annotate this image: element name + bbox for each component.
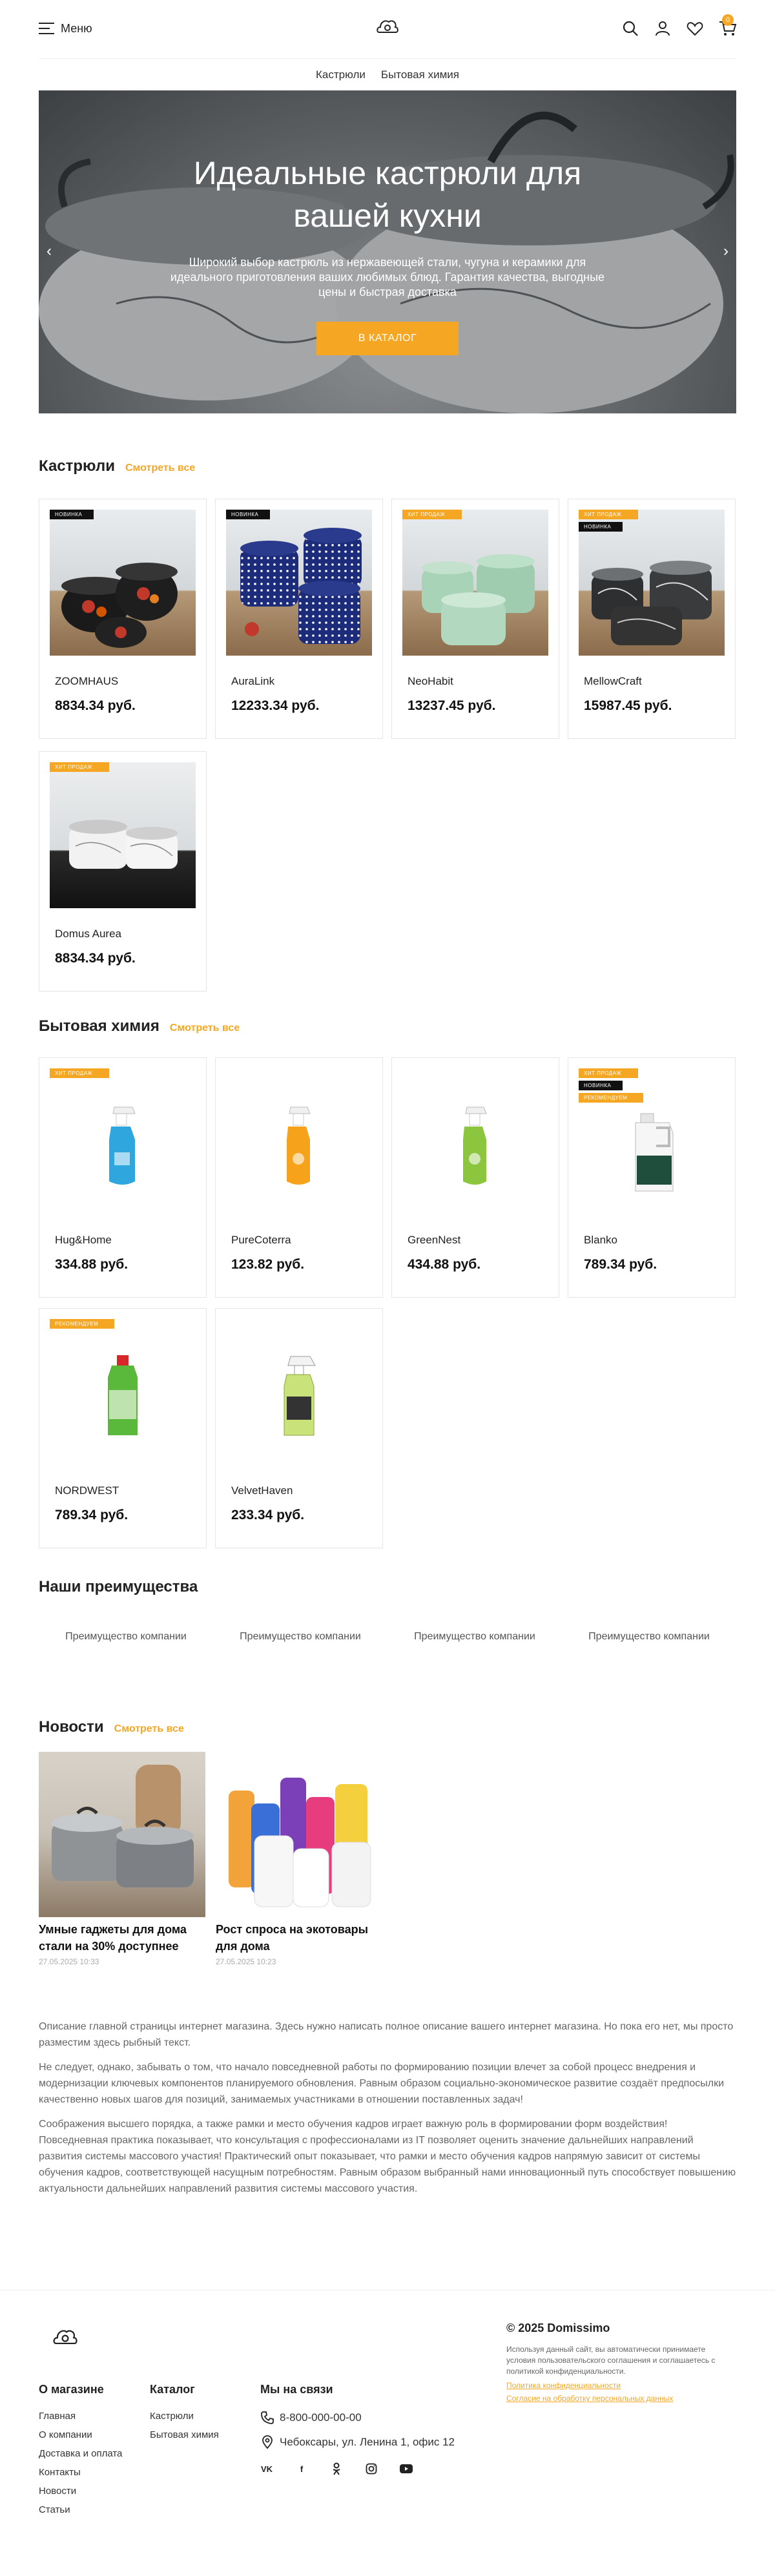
menu-button[interactable] [39,22,92,36]
hero-title: Идеальные кастрюли для вашей кухни [193,155,582,234]
facebook-icon[interactable]: f [300,2464,304,2474]
product-price: 8834.34 руб. [55,698,136,713]
product-image [50,762,196,908]
address-text: Чебоксары, ул. Ленина 1, офис 12 [280,2436,455,2448]
hero-banner [39,90,736,413]
news-image [216,1752,382,1917]
product-price: 334.88 руб. [55,1257,129,1272]
product-brand: Hug&Home [55,1234,112,1246]
privacy-policy-link[interactable]: Политика конфиденциальности [506,2381,621,2390]
badge-hit: ХИТ ПРОДАЖ [579,510,638,519]
category-nav [39,58,736,90]
product-card[interactable] [39,1308,207,1548]
advantages-section-header [39,1578,198,1596]
footer-about-column [39,2383,149,2523]
footer-heading: О магазине [39,2383,104,2396]
product-image [402,1068,548,1214]
site-logo[interactable] [375,17,400,39]
section-title: Бытовая химия [39,1017,160,1035]
product-card[interactable] [39,499,207,739]
footer-link-articles[interactable]: Статьи [39,2504,70,2515]
nav-link-chemicals[interactable]: Бытовая химия [380,68,459,81]
search-icon[interactable] [621,19,639,37]
product-image [226,510,372,656]
legal-notice: Используя данный сайт, вы автоматически принимаете условия пользовательского соглашения и соглашаетесь с политикой конфиденциальности. [506,2345,716,2376]
instagram-icon[interactable] [365,2462,378,2475]
product-image [402,510,548,656]
footer-legal-column [506,2322,736,2403]
advantage-item: Преимущество компании [65,1631,187,1642]
description-paragraph: Описание главной страницы интернет магазина. Здесь нужно написать полное описание вашего интернет магазина. Но пока его нет, мы просто разместим здесь рыбный текст. [39,2021,734,2048]
product-card[interactable] [568,1057,736,1298]
product-price: 15987.45 руб. [584,698,672,713]
footer-link-pots[interactable]: Кастрюли [150,2411,194,2422]
cart-icon[interactable] [718,16,736,37]
badge-new: НОВИНКА [579,522,623,532]
advantage-item: Преимущество компании [588,1631,710,1642]
footer-link-contacts[interactable]: Контакты [39,2467,81,2478]
vk-icon[interactable]: VK [260,2464,273,2474]
badge-recommended: РЕКОМЕНДУЕМ [579,1093,643,1103]
store-description [39,2019,736,2205]
product-card[interactable] [39,751,207,992]
section-title: Новости [39,1718,104,1736]
product-price: 434.88 руб. [408,1257,481,1272]
social-links [260,2462,473,2475]
news-section-header [39,1718,184,1736]
product-price: 13237.45 руб. [408,698,496,713]
product-brand: MellowCraft [584,675,642,687]
chemicals-section-header [39,1017,240,1035]
news-title: Рост спроса на экотовары для дома [216,1923,368,1953]
product-card[interactable] [391,499,559,739]
heart-icon[interactable] [686,19,704,37]
product-image [226,1068,372,1214]
footer-link-delivery[interactable]: Доставка и оплата [39,2448,123,2459]
catalog-button[interactable]: В КАТАЛОГ [316,322,459,355]
user-icon[interactable] [654,19,672,37]
badge-hit: ХИТ ПРОДАЖ [50,1068,109,1078]
cart-count-badge: 0 [722,14,734,26]
news-date: 27.05.2025 10:23 [216,1957,276,1966]
product-brand: AuraLink [231,675,275,687]
see-all-chemicals-link[interactable]: Смотреть все [169,1023,240,1034]
site-header [39,0,736,57]
site-footer [0,2290,775,2576]
advantage-item: Преимущество компании [240,1631,361,1642]
product-brand: Blanko [584,1234,617,1246]
description-paragraph: Не следует, однако, забывать о том, что начало повседневной работы по формированию позиции влечет за собой процесс внедрения и модернизации ключевых компонентов планируемого обновления. Равным образом социально-экономическое развитие создаёт предпосылки качественно новых шагов для позиций, занимаемых участниками в отношении поставленных задач! [39,2062,724,2105]
advantage-item: Преимущество компании [414,1631,535,1642]
product-brand: NORDWEST [55,1484,119,1497]
badge-hit: ХИТ ПРОДАЖ [50,762,109,772]
section-title: Кастрюли [39,457,115,475]
product-card[interactable] [568,499,736,739]
news-card[interactable] [39,1752,205,1966]
badge-hit: ХИТ ПРОДАЖ [579,1068,638,1078]
footer-link-about[interactable]: О компании [39,2429,92,2440]
footer-link-home[interactable]: Главная [39,2411,76,2422]
product-brand: PureCoterra [231,1234,291,1246]
product-card[interactable] [39,1057,207,1298]
footer-heading: Мы на связи [260,2383,333,2396]
product-brand: Domus Aurea [55,928,121,940]
badge-new: НОВИНКА [226,510,270,519]
product-brand: GreenNest [408,1234,461,1246]
data-consent-link[interactable]: Согласие на обработку персональных данных [506,2394,674,2403]
product-price: 789.34 руб. [55,1508,129,1522]
product-price: 12233.34 руб. [231,698,320,713]
badge-new: НОВИНКА [50,510,94,519]
product-price: 123.82 руб. [231,1257,305,1272]
product-card[interactable] [391,1057,559,1298]
product-brand: VelvetHaven [231,1484,293,1497]
product-card[interactable] [215,499,383,739]
product-price: 8834.34 руб. [55,951,136,966]
address-contact [260,2435,473,2449]
product-price: 233.34 руб. [231,1508,305,1522]
news-title: Умные гаджеты для дома стали на 30% доступнее [39,1923,187,1953]
see-all-news-link[interactable]: Смотреть все [114,1723,184,1734]
product-brand: NeoHabit [408,675,453,687]
phone-number: 8-800-000-00-00 [280,2411,362,2424]
product-brand: ZOOMHAUS [55,675,119,687]
odnoklassniki-icon[interactable] [330,2462,343,2475]
footer-heading: Каталог [150,2383,195,2396]
burger-icon [39,23,54,34]
phone-icon [260,2411,274,2425]
location-icon [260,2435,274,2449]
section-title: Наши преимущества [39,1578,198,1595]
product-image [50,1068,196,1214]
advantages-list [39,1631,736,1643]
nav-link-pots[interactable]: Кастрюли [316,68,366,81]
footer-link-chemicals[interactable]: Бытовая химия [150,2429,219,2440]
phone-contact[interactable] [260,2411,473,2425]
footer-link-news[interactable]: Новости [39,2486,77,2497]
footer-logo[interactable] [52,2326,79,2351]
badge-new: НОВИНКА [579,1081,623,1090]
chevron-right-icon[interactable]: › [723,242,728,260]
product-image [50,510,196,656]
news-image [39,1752,205,1917]
youtube-icon[interactable] [400,2462,413,2475]
menu-label: Меню [61,21,92,35]
product-card[interactable] [215,1057,383,1298]
pots-section-header [39,457,195,475]
copyright: © 2025 Domissimo [506,2322,610,2334]
badge-hit: ХИТ ПРОДАЖ [402,510,462,519]
product-image [226,1319,372,1465]
news-card[interactable] [216,1752,382,1966]
see-all-pots-link[interactable]: Смотреть все [125,462,196,473]
description-paragraph: Соображения высшего порядка, а также рамки и место обучения кадров играет важную роль в формировании форм воздействия! Повседневная практика показывает, что консультация с профессионалами из IT позволяет оценить значение дальнейших направлений развития системы массового участия! Практический опыт показывает, что рамки и место обучения кадров напрямую зависит от системы обучения кадров, соответствующей насущным потребностям. Равным образом выбранный нами инновационный путь способствует повышению актуальности дальнейших направлений развития системы массового участия. [39,2119,736,2194]
news-date: 27.05.2025 10:33 [39,1957,99,1966]
footer-catalog-column [150,2383,253,2448]
chevron-left-icon[interactable]: ‹ [46,242,52,260]
hero-subtitle: Широкий выбор кастрюль из нержавеющей стали, чугуна и керамики для идеального приготовления ваших любимых блюд. Гарантия качества, выгодные цены и быстрая доставка [170,256,605,298]
badge-recommended: РЕКОМЕНДУЕМ [50,1319,114,1329]
footer-contacts-column [260,2383,473,2475]
product-image [50,1319,196,1465]
product-price: 789.34 руб. [584,1257,657,1272]
product-card[interactable] [215,1308,383,1548]
